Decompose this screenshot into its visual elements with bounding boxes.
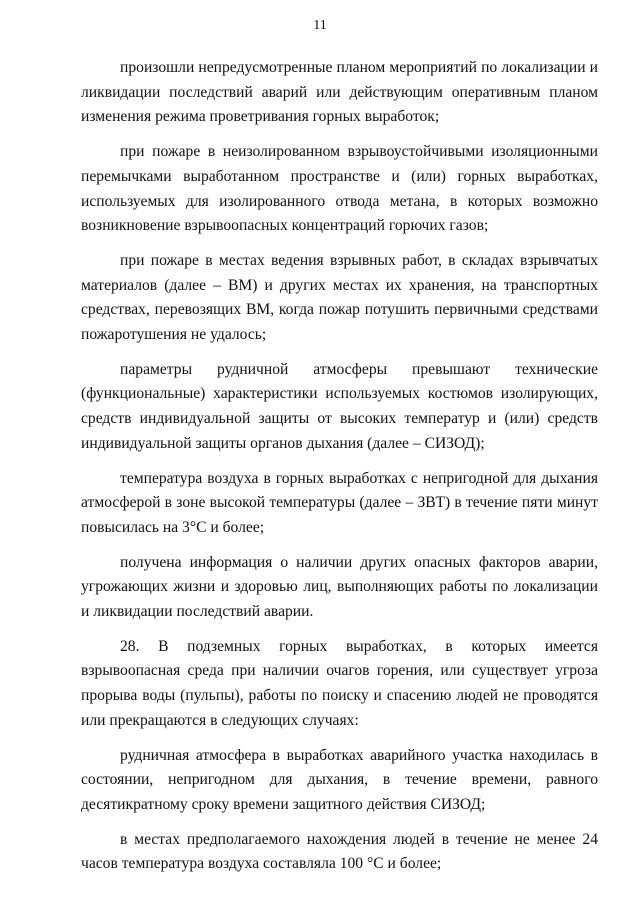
paragraph: температура воздуха в горных выработках с непригодной для дыхания атмосферой в зоне высокой температуры (далее – ЗВТ) в течение пяти минут повысилась на 3°С и более; [81, 469, 598, 536]
paragraph: произошли непредусмотренные планом мероприятий по локализации и ликвидации последствий аварий или действующим оперативным планом изменения режима проветривания горных выработок; [81, 59, 598, 126]
paragraph: рудничная атмосфера в выработках аварийного участка находилась в состоянии, непригодном для дыхания, в течение времени, равного десятикратному сроку времени защитного действия СИЗОД; [81, 746, 598, 813]
paragraph: 28. В подземных горных выработках, в которых имеется взрывоопасная среда при наличии очагов горения, или существует угроза прорыва воды (пульпы), работы по поиску и спасению людей не проводятся или прекращаются в следующих случаях: [81, 637, 598, 729]
paragraph: получена информация о наличии других опасных факторов аварии, угрожающих жизни и здоровью лиц, выполняющих работы по локализации и ликвидации последствий аварии. [81, 553, 598, 621]
paragraph: при пожаре в неизолированном взрывоустойчивыми изоляционными перемычками выработанном пространстве и (или) горных выработках, используемых для изолированного отвода метана, в которых возможно возникновение взрывоопасных концентраций горючих газов; [81, 143, 598, 235]
paragraph: при пожаре в местах ведения взрывных работ, в складах взрывчатых материалов (далее – ВМ) и других местах их хранения, на транспортных средствах, перевозящих ВМ, когда пожар потушить первичными средствами пожаротушения не удалось; [81, 251, 598, 344]
paragraph: в местах предполагаемого нахождения людей в течение не менее 24 часов температура воздуха составляла 100 °С и более; [81, 830, 598, 873]
paragraph: параметры рудничной атмосферы превышают технические (функциональные) характеристики используемых костюмов изолирующих, средств индивидуальной защиты от высоких температур и (или) средств индивидуальной защиты органов дыхания (далее – СИЗОД); [81, 360, 598, 452]
page-number: 11 [313, 18, 327, 33]
document-body [81, 56, 598, 887]
